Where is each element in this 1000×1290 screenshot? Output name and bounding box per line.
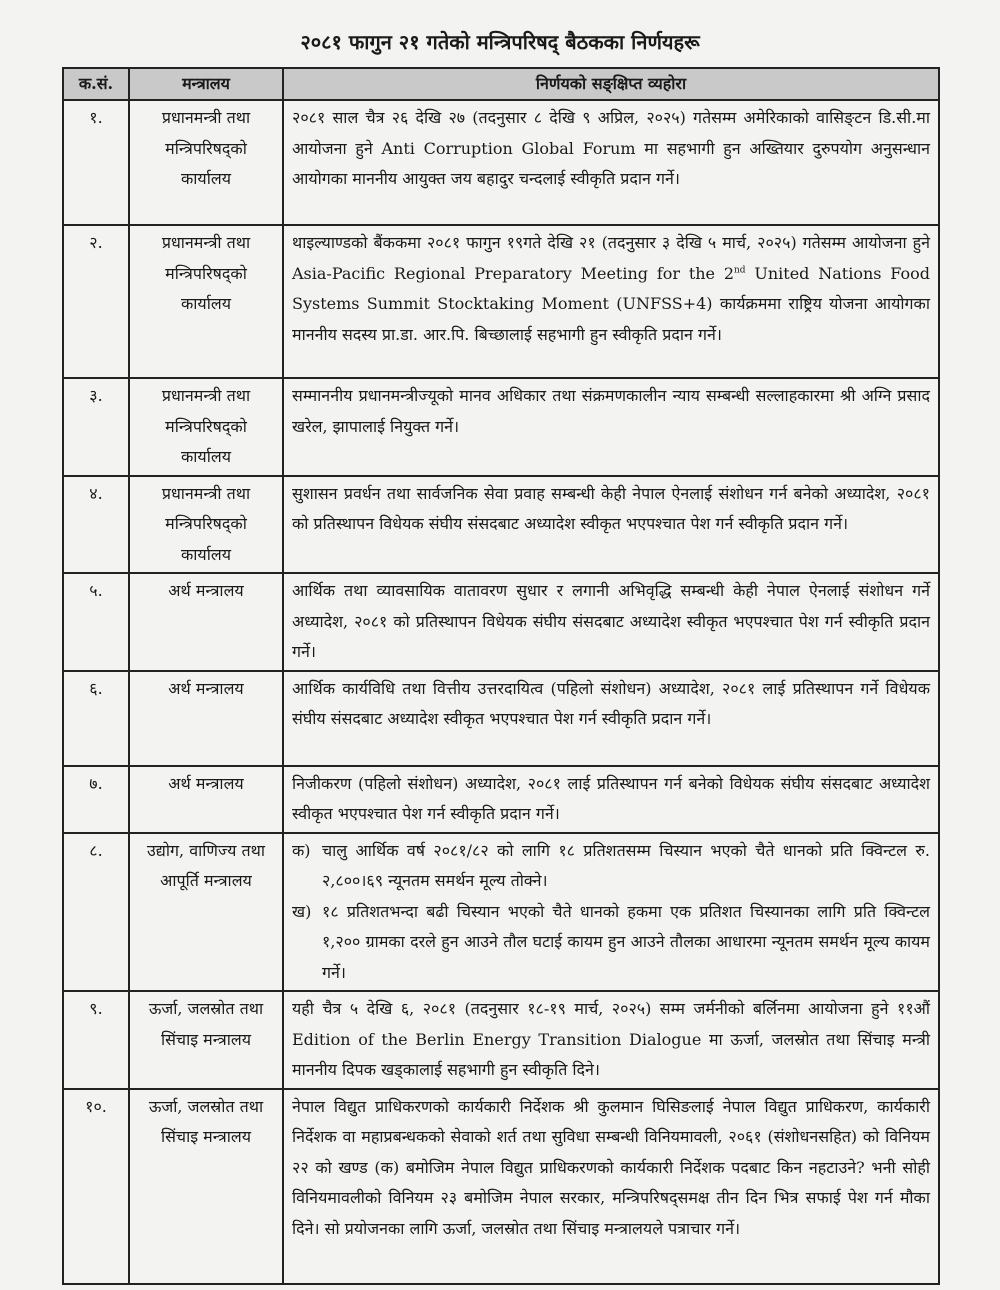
row-number: १०. bbox=[63, 1089, 129, 1284]
row-decision bbox=[283, 833, 939, 992]
row-decision: आर्थिक तथा व्यावसायिक वातावरण सुधार र लगानी अभिवृद्धि सम्बन्धी केही नेपाल ऐनलाई संशोधन गर्ने अध्यादेश, २०८१ को प्रतिस्थापन विधेयक संघीय संसदबाट अध्यादेश स्वीकृत भएपश्चात पेश गर्न स्वीकृति प्रदान गर्ने। bbox=[283, 573, 939, 671]
row-decision bbox=[283, 225, 939, 378]
table-header-row bbox=[63, 68, 939, 100]
row-decision: सुशासन प्रवर्धन तथा सार्वजनिक सेवा प्रवाह सम्बन्धी केही नेपाल ऐनलाई संशोधन गर्न बनेको अध्यादेश, २०८१ को प्रतिस्थापन विधेयक संघीय संसदबाट अध्यादेश स्वीकृत भएपश्चात पेश गर्न स्वीकृति प्रदान गर्ने। bbox=[283, 476, 939, 574]
sub-item-label: क) bbox=[292, 840, 311, 860]
row-ministry: प्रधानमन्त्री तथा मन्त्रिपरिषद्को कार्यालय bbox=[129, 100, 283, 225]
ordinal-suffix: nd bbox=[734, 265, 746, 276]
row-ministry: अर्थ मन्त्रालय bbox=[129, 766, 283, 833]
row-decision: यही चैत्र ५ देखि ६, २०८१ (तदनुसार १८-१९ मार्च, २०२५) सम्म जर्मनीको बर्लिनमा आयोजना हुने ११औं Edition of the Berlin Energy Transition Dialogue मा ऊर्जा, जलस्रोत तथा सिंचाइ मन्त्री माननीय दिपक खड्कालाई सहभागी हुन स्वीकृति दिने। bbox=[283, 991, 939, 1089]
row-ministry: ऊर्जा, जलस्रोत तथा सिंचाइ मन्त्रालय bbox=[129, 991, 283, 1089]
header-summary: निर्णयको सङ्क्षिप्त व्यहोरा bbox=[283, 68, 939, 100]
table-row bbox=[63, 378, 939, 476]
sub-item-text: १८ प्रतिशतभन्दा बढी चिस्यान भएको चैते धानको हकमा एक प्रतिशत चिस्यानका लागि प्रति क्विन्टल १,२०० ग्रामका दरले हुन आउने तौल घटाई कायम हुन आउने तौलका आधारमा न्यूनतम समर्थन मूल्य कायम गर्ने। bbox=[322, 901, 930, 982]
row-number: २. bbox=[63, 225, 129, 378]
header-ministry: मन्त्रालय bbox=[129, 68, 283, 100]
table-row bbox=[63, 1089, 939, 1284]
table-row bbox=[63, 225, 939, 378]
table-row bbox=[63, 833, 939, 992]
row-ministry: अर्थ मन्त्रालय bbox=[129, 573, 283, 671]
row-ministry: प्रधानमन्त्री तथा मन्त्रिपरिषद्को कार्यालय bbox=[129, 476, 283, 574]
row-decision: २०८१ साल चैत्र २६ देखि २७ (तदनुसार ८ देखि ९ अप्रिल, २०२५) गतेसम्म अमेरिकाको वासिङ्टन डि.सी.मा आयोजना हुने Anti Corruption Global Forum मा सहभागी हुन अख्तियार दुरुपयोग अनुसन्धान आयोगका माननीय आयुक्त जय बहादुर चन्दलाई स्वीकृति प्रदान गर्ने। bbox=[283, 100, 939, 225]
table-row bbox=[63, 100, 939, 225]
sub-item bbox=[292, 836, 930, 897]
row-ministry: अर्थ मन्त्रालय bbox=[129, 671, 283, 766]
table-row bbox=[63, 671, 939, 766]
row-ministry: ऊर्जा, जलस्रोत तथा सिंचाइ मन्त्रालय bbox=[129, 1089, 283, 1284]
row-number: ९. bbox=[63, 991, 129, 1089]
row-decision: सम्माननीय प्रधानमन्त्रीज्यूको मानव अधिकार तथा संक्रमणकालीन न्याय सम्बन्धी सल्लाहकारमा श्री अग्नि प्रसाद खरेल, झापालाई नियुक्त गर्ने। bbox=[283, 378, 939, 476]
table-row bbox=[63, 766, 939, 833]
row-ministry: प्रधानमन्त्री तथा मन्त्रिपरिषद्को कार्यालय bbox=[129, 378, 283, 476]
decisions-table bbox=[62, 67, 940, 1285]
row-number: ४. bbox=[63, 476, 129, 574]
row-decision: आर्थिक कार्यविधि तथा वित्तीय उत्तरदायित्व (पहिलो संशोधन) अध्यादेश, २०८१ लाई प्रतिस्थापन गर्ने विधेयक संघीय संसदबाट अध्यादेश स्वीकृत भएपश्चात पेश गर्न स्वीकृति प्रदान गर्ने। bbox=[283, 671, 939, 766]
row-number: १. bbox=[63, 100, 129, 225]
row-ministry: प्रधानमन्त्री तथा मन्त्रिपरिषद्को कार्यालय bbox=[129, 225, 283, 378]
row-decision: निजीकरण (पहिलो संशोधन) अध्यादेश, २०८१ लाई प्रतिस्थापन गर्न बनेको विधेयक संघीय संसदबाट अध्यादेश स्वीकृत भएपश्चात पेश गर्न स्वीकृति प्रदान गर्ने। bbox=[283, 766, 939, 833]
table-row bbox=[63, 476, 939, 574]
header-serial: क.सं. bbox=[63, 68, 129, 100]
row-number: ३. bbox=[63, 378, 129, 476]
row-ministry: उद्योग, वाणिज्य तथा आपूर्ति मन्त्रालय bbox=[129, 833, 283, 992]
decision-text-part: थाइल्याण्डको बैंककमा २०८१ फागुन १९गते देखि २१ (तदनुसार ३ देखि ५ मार्च, २०२५) गतेसम्म आयोजना हुने Asia-Pacific Regional Preparatory Meeting for the 2 bbox=[292, 233, 930, 283]
sub-item bbox=[292, 897, 930, 989]
table-row bbox=[63, 573, 939, 671]
decision-text-part: United Nations Food Systems Summit Stocktaking Moment (UNFSS+4) कार्यक्रममा राष्ट्रिय योजना आयोगका माननीय सदस्य प्रा.डा. आर.पि. बिच्छालाई सहभागी हुन स्वीकृति प्रदान गर्ने। bbox=[292, 263, 930, 344]
sub-item-text: चालु आर्थिक वर्ष २०८१/८२ को लागि १८ प्रतिशतसम्म चिस्यान भएको चैते धानको प्रति क्विन्टल रु. २,८००।६९ न्यूनतम समर्थन मूल्य तोक्ने। bbox=[322, 840, 930, 890]
row-number: ६. bbox=[63, 671, 129, 766]
row-number: ५. bbox=[63, 573, 129, 671]
row-number: ८. bbox=[63, 833, 129, 992]
sub-item-label: ख) bbox=[292, 901, 312, 921]
row-number: ७. bbox=[63, 766, 129, 833]
row-decision: नेपाल विद्युत प्राधिकरणको कार्यकारी निर्देशक श्री कुलमान घिसिङलाई नेपाल विद्युत प्राधिकरण, कार्यकारी निर्देशक वा महाप्रबन्धकको सेवाको शर्त तथा सुविधा सम्बन्धी विनियमावली, २०६१ (संशोधनसहित) को विनियम २२ को खण्ड (क) बमोजिम नेपाल विद्युत प्राधिकरणको कार्यकारी निर्देशक पदबाट किन नहटाउने? भनी सोही विनियमावलीको विनियम २३ बमोजिम नेपाल सरकार, मन्त्रिपरिषद्समक्ष तीन दिन भित्र सफाई पेश गर्न मौका दिने। सो प्रयोजनका लागि ऊर्जा, जलस्रोत तथा सिंचाइ मन्त्रालयले पत्राचार गर्ने। bbox=[283, 1089, 939, 1284]
document-title: २०८१ फागुन २१ गतेको मन्त्रिपरिषद् बैठकका निर्णयहरू bbox=[300, 30, 700, 54]
table-row bbox=[63, 991, 939, 1089]
